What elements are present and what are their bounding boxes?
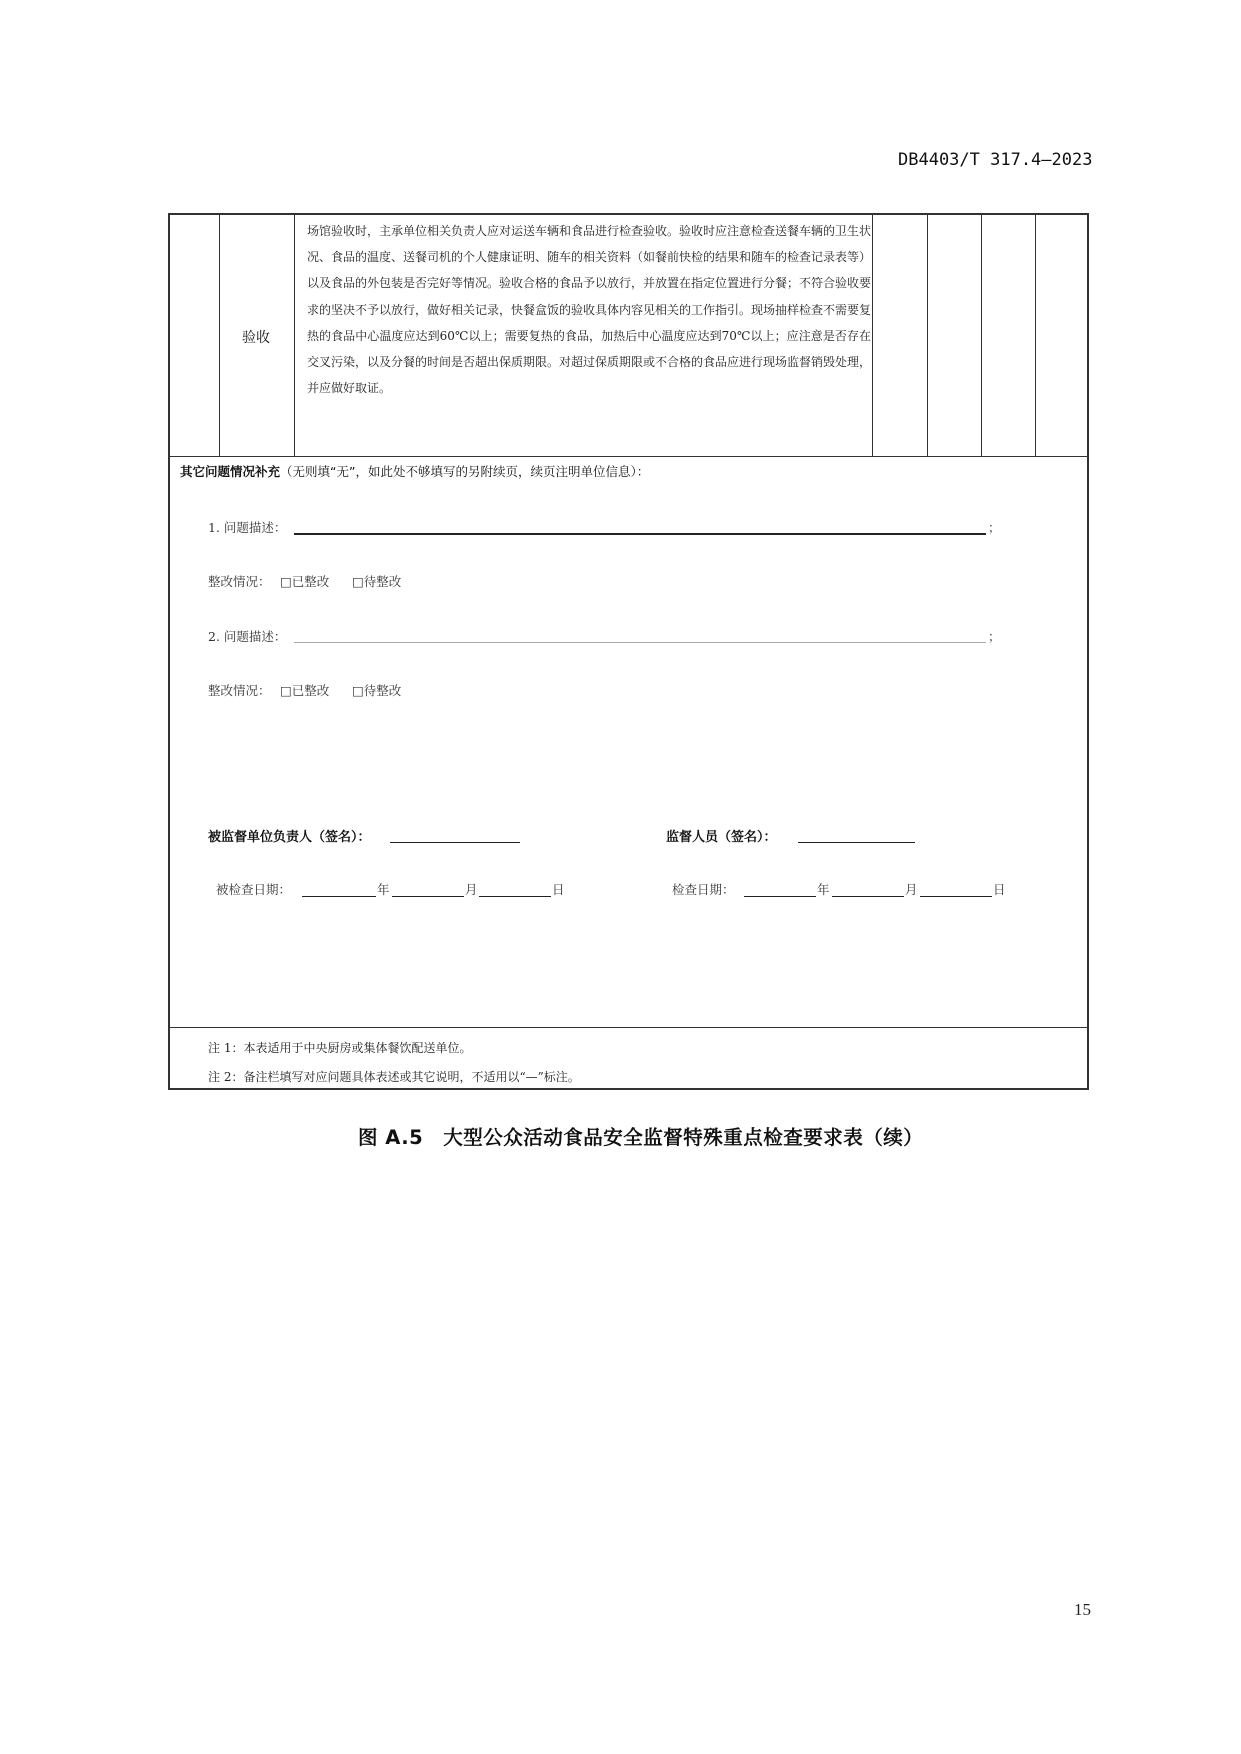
- inspected-day-label: 日: [552, 882, 565, 897]
- rectification-1-pending[interactable]: □待整改: [352, 574, 402, 589]
- inspect-day-line[interactable]: [920, 896, 992, 897]
- table-col-line-1: [219, 213, 220, 456]
- supplement-title-bold: 其它问题情况补充: [180, 464, 281, 479]
- issue-1-label: 1. 问题描述：: [208, 520, 287, 535]
- rectification-2-label: 整改情况：: [208, 683, 271, 698]
- inspect-month-label: 月: [905, 882, 918, 897]
- inspected-year-line[interactable]: [302, 896, 376, 897]
- supervised-signature-line[interactable]: [390, 842, 520, 843]
- requirement-text: 场馆验收时，主承单位相关负责人应对运送车辆和食品进行检查验收。验收时应注意检查送餐车辆的卫生状况、食品的温度、送餐司机的个人健康证明、随车的相关资料（如餐前快检的结果和随车的检查记录表等）以及食品的外包装是否完好等情况。验收合格的食品予以放行，并放置在指定位置进行分餐；不符合验收要求的坚决不予以放行，做好相关记录，快餐盒饭的验收具体内容见相关的工作指引。现场抽样检查不需要复热的食品中心温度应达到60℃以上；需要复热的食品，加热后中心温度应达到70℃以上；应注意是否存在交叉污染，以及分餐的时间是否超出保质期限。对超过保质期限或不合格的食品应进行现场监督销毁处理，并应做好取证。: [307, 224, 872, 396]
- inspect-year-label: 年: [817, 882, 830, 897]
- inspected-day-line[interactable]: [479, 896, 551, 897]
- supervised-signature-label: 被监督单位负责人（签名）：: [208, 830, 371, 845]
- inspect-month-line[interactable]: [832, 896, 904, 897]
- rectification-1-label: 整改情况：: [208, 574, 271, 589]
- note-1: 注 1：本表适用于中央厨房或集体餐饮配送单位。: [208, 1041, 472, 1055]
- inspected-year-label: 年: [377, 882, 390, 897]
- table-col-line-3: [872, 213, 873, 456]
- category-label: 验收: [242, 330, 270, 346]
- rectification-2-pending[interactable]: □待整改: [352, 683, 402, 698]
- inspector-signature-line[interactable]: [798, 842, 915, 843]
- inspect-year-line[interactable]: [744, 896, 816, 897]
- table-col-line-4: [927, 213, 928, 456]
- table-divider-top-row: [168, 456, 1089, 457]
- inspected-date-label: 被检查日期：: [216, 882, 292, 897]
- rectification-2-done[interactable]: □已整改: [280, 683, 330, 698]
- table-col-line-6: [1035, 213, 1036, 456]
- issue-1-terminator: ；: [988, 520, 1001, 535]
- issue-1-line[interactable]: [294, 533, 986, 535]
- table-col-line-2: [294, 213, 295, 456]
- table-divider-notes: [168, 1027, 1089, 1028]
- inspect-day-label: 日: [993, 882, 1006, 897]
- page-number: 15: [1074, 1600, 1091, 1619]
- supplement-title-rest: （无则填“无”，如此处不够填写的另附续页，续页注明单位信息）：: [280, 464, 650, 479]
- document-code: DB4403/T 317.4—2023: [898, 150, 1093, 170]
- figure-caption: 图 A.5 大型公众活动食品安全监督特殊重点检查要求表（续）: [358, 1126, 924, 1149]
- inspected-month-label: 月: [465, 882, 478, 897]
- issue-2-line[interactable]: [294, 642, 986, 643]
- table-col-line-5: [981, 213, 982, 456]
- supplement-title: [180, 462, 649, 480]
- inspector-signature-label: 监督人员（签名）：: [666, 830, 777, 845]
- inspect-date-label: 检查日期：: [672, 882, 735, 897]
- issue-2-label: 2. 问题描述：: [208, 629, 287, 644]
- note-2: 注 2：备注栏填写对应问题具体表述或其它说明，不适用以“—”标注。: [208, 1070, 580, 1084]
- rectification-1-done[interactable]: □已整改: [280, 574, 330, 589]
- inspected-month-line[interactable]: [392, 896, 464, 897]
- issue-2-terminator: ；: [988, 629, 1001, 644]
